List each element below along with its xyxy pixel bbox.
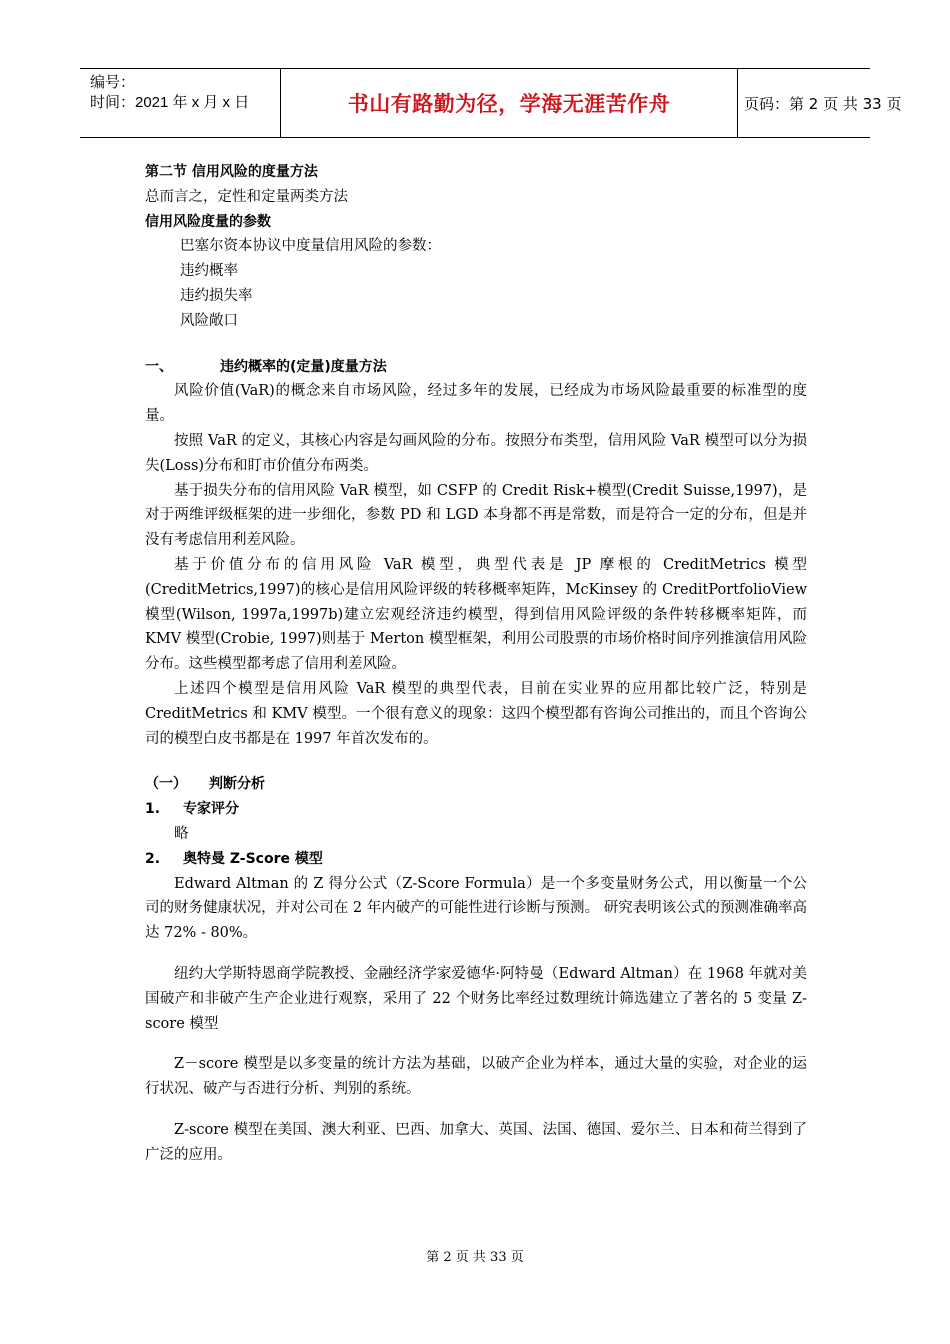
part1-heading bbox=[145, 355, 807, 380]
sub1-title: 判断分析 bbox=[209, 776, 265, 793]
paragraph: Edward Altman 的 Z 得分公式（Z-Score Formula）是一个多变量财务公式，用以衡量一个公司的财务健康状况，并对公司在 2 年内破产的可能性进行诊断与预测。 研究表明该公式的预测准确率高达 72% - 80%。 bbox=[145, 875, 807, 942]
summary-line: 总而言之，定性和定量两类方法 bbox=[145, 188, 348, 205]
document-body bbox=[145, 160, 807, 1167]
item1-number: 1. bbox=[145, 801, 161, 818]
motto: 书山有路勤为径，学海无涯苦作舟 bbox=[347, 92, 671, 116]
paragraph: 风险价值(VaR)的概念来自市场风险，经过多年的发展，已经成为市场风险最重要的标准型的度量。 bbox=[145, 383, 807, 425]
item2-heading bbox=[145, 847, 807, 872]
page-footer: 第 2 页 共 33 页 bbox=[426, 1250, 524, 1265]
code-label: 编号： bbox=[90, 74, 136, 91]
header-meta bbox=[80, 69, 280, 137]
paragraph: 上述四个模型是信用风险 VaR 模型的典型代表，目前在实业界的应用都比较广泛，特别是 CreditMetrics 和 KMV 模型。一个很有意义的现象：这四个模型都有咨询公司推出的，而且个咨询公司的模型白皮书都是在 1997 年首次发布的。 bbox=[145, 680, 807, 747]
item1-title: 专家评分 bbox=[183, 801, 239, 818]
item1-text: 略 bbox=[174, 825, 189, 842]
params-intro: 巴塞尔资本协议中度量信用风险的参数： bbox=[180, 238, 441, 255]
param-item: 违约损失率 bbox=[180, 287, 253, 304]
params-title: 信用风险度量的参数 bbox=[145, 213, 271, 230]
paragraph: Z-score 模型在美国、澳大利亚、巴西、加拿大、英国、法国、德国、爱尔兰、日本和荷兰得到了广泛的应用。 bbox=[145, 1121, 807, 1163]
paragraph: 基于价值分布的信用风险 VaR 模型，典型代表是 JP 摩根的 CreditMetrics 模型(CreditMetrics,1997)的核心是信用风险评级的转移概率矩阵，McKinsey 的 CreditPortfolioView 模型(Wilson, 1997a,1997b)建立宏观经济违约模型，得到信用风险评级的条件转移概率矩阵，而 KMV 模型(Crobie, 1997)则基于 Merton 模型框架，利用公司股票的市场价格时间序列推演信用风险分布。这些模型都考虑了信用利差风险。 bbox=[145, 556, 807, 673]
paragraph: 基于损失分布的信用风险 VaR 模型，如 CSFP 的 Credit Risk+模型(Credit Suisse,1997)，是对于两维评级框架的进一步细化，参数 PD 和 LGD 本身都不再是常数，而是符合一定的分布，但是并没有考虑信用利差风险。 bbox=[145, 482, 807, 549]
section-title: 第二节 信用风险的度量方法 bbox=[145, 164, 318, 180]
sub1-heading bbox=[145, 772, 807, 797]
header-motto-cell bbox=[280, 69, 738, 137]
param-item: 违约概率 bbox=[180, 263, 238, 280]
date-label: 时间：2021 年 x 月 x 日 bbox=[90, 94, 250, 111]
part1-number: 一、 bbox=[145, 358, 173, 375]
item1-heading bbox=[145, 797, 807, 822]
param-item: 风险敞口 bbox=[180, 312, 238, 329]
item2-number: 2. bbox=[145, 850, 161, 867]
paragraph: 纽约大学斯特恩商学院教授、金融经济学家爱德华·阿特曼（Edward Altman）在 1968 年就对美国破产和非破产生产企业进行观察，采用了 22 个财务比率经过数理统计筛选建立了著名的 5 变量 Z-score 模型 bbox=[145, 965, 807, 1032]
sub1-number: （一） bbox=[145, 776, 187, 793]
paragraph: 按照 VaR 的定义，其核心内容是勾画风险的分布。按照分布类型，信用风险 VaR 模型可以分为损失(Loss)分布和盯市价值分布两类。 bbox=[145, 432, 807, 474]
item2-title: 奥特曼 Z-Score 模型 bbox=[183, 850, 323, 867]
page-info: 页码：第 2 页 共 33 页 bbox=[744, 94, 902, 113]
paragraph: Z－score 模型是以多变量的统计方法为基础，以破产企业为样本，通过大量的实验，对企业的运行状况、破产与否进行分析、判别的系统。 bbox=[145, 1056, 807, 1098]
part1-title: 违约概率的(定量)度量方法 bbox=[220, 358, 387, 375]
page-header bbox=[80, 68, 902, 138]
